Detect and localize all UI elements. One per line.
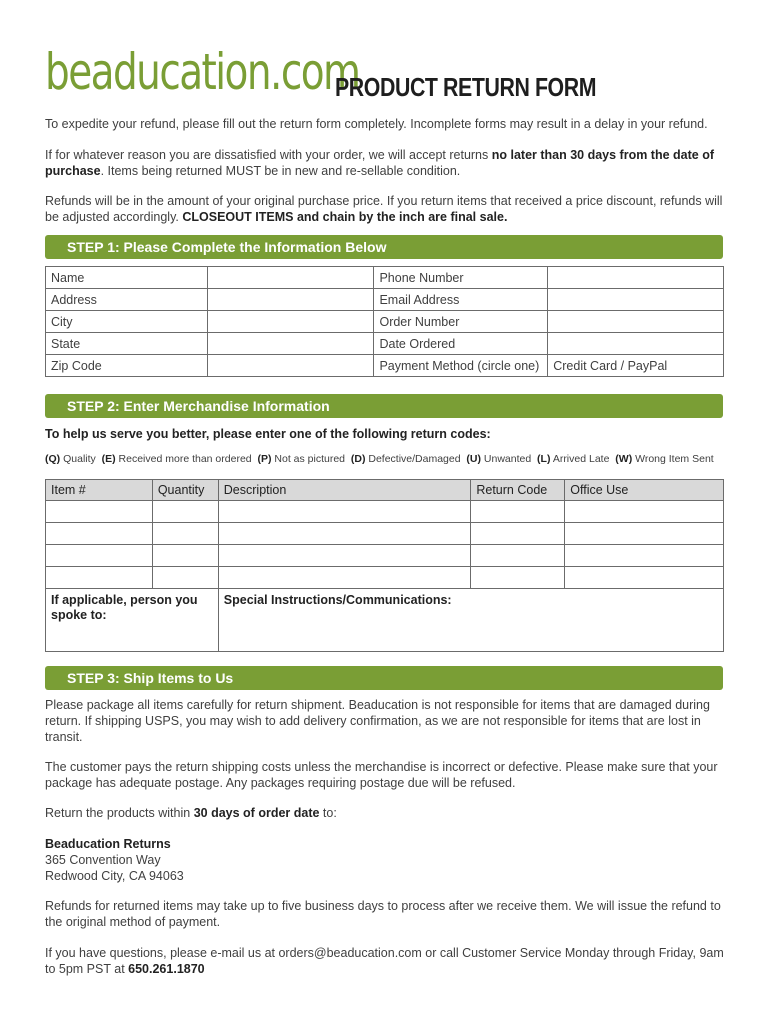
contact-info-text	[45, 945, 727, 977]
address-name: Beaducation Returns	[45, 837, 171, 851]
phone-number[interactable]: 650.261.1870	[128, 962, 205, 976]
info-row-address	[46, 289, 724, 311]
shipping-paragraph-1: Please package all items carefully for return shipment. Beaducation is not responsible for items that are damaged during return. If shipping USPS, you may wish to add delivery confirmation, as we are not responsible for items that are lost in transit.	[45, 698, 710, 744]
description-cell[interactable]	[218, 567, 471, 589]
special-instructions-field[interactable]: Special Instructions/Communications:	[218, 589, 723, 652]
item-number-cell[interactable]	[46, 567, 153, 589]
table-row	[46, 501, 724, 523]
table-row	[46, 545, 724, 567]
address-street: 365 Convention Way	[45, 853, 161, 867]
intro-paragraph-3	[45, 193, 727, 225]
table-row	[46, 567, 724, 589]
return-code-cell[interactable]	[471, 567, 565, 589]
info-row-name	[46, 267, 724, 289]
description-cell[interactable]	[218, 545, 471, 567]
state-field[interactable]	[207, 333, 374, 355]
item-number-cell[interactable]	[46, 523, 153, 545]
return-code-cell[interactable]	[471, 523, 565, 545]
col-office-use: Office Use	[565, 480, 724, 501]
return-window-bold: 30 days of order date	[193, 806, 320, 820]
payment-method-options[interactable]: Credit Card / PayPal	[548, 355, 724, 377]
city-label: City	[46, 311, 208, 333]
zip-field[interactable]	[207, 355, 374, 377]
info-row-zip	[46, 355, 724, 377]
merchandise-table	[45, 479, 724, 652]
address-label: Address	[46, 289, 208, 311]
name-field[interactable]	[207, 267, 374, 289]
return-window-text	[45, 805, 727, 821]
info-row-city	[46, 311, 724, 333]
code-p: (P)	[257, 453, 272, 465]
intro-p2-rest: . Items being returned MUST be in new and re-sellable condition.	[100, 164, 461, 178]
return-codes-legend	[45, 453, 714, 465]
name-label: Name	[46, 267, 208, 289]
email-label: Email Address	[374, 289, 548, 311]
code-w-label: Wrong Item Sent	[635, 453, 714, 465]
date-ordered-field[interactable]	[548, 333, 724, 355]
code-e-label: Received more than ordered	[118, 453, 252, 465]
contact-info-prefix: If you have questions, please e-mail us at orders@beaducation.com or call Customer Service Monday through Friday, 9am to 5pm PST at	[45, 946, 724, 976]
address-field[interactable]	[207, 289, 374, 311]
brand-logo[interactable]: beaducation.com	[45, 43, 360, 101]
office-use-cell	[565, 523, 724, 545]
header	[45, 40, 725, 104]
email-field[interactable]	[548, 289, 724, 311]
page-title: PRODUCT RETURN FORM	[335, 72, 597, 102]
shipping-paragraph-2: The customer pays the return shipping costs unless the merchandise is incorrect or defective. Please make sure that your package has adequate postage. Any packages requiring postage due will be refused.	[45, 760, 718, 790]
return-window-prefix: Return the products within	[45, 806, 194, 820]
contact-row	[46, 589, 724, 652]
col-description: Description	[218, 480, 471, 501]
intro-p2-bold: no later than 30 days from the date of purchase	[45, 148, 714, 178]
state-label: State	[46, 333, 208, 355]
code-d-label: Defective/Damaged	[368, 453, 461, 465]
intro-paragraph-2	[45, 147, 727, 179]
date-ordered-label: Date Ordered	[374, 333, 548, 355]
col-quantity: Quantity	[152, 480, 218, 501]
code-u: (U)	[466, 453, 481, 465]
code-l-label: Arrived Late	[552, 453, 610, 465]
code-q-label: Quality	[63, 453, 96, 465]
intro-p3-text: Refunds will be in the amount of your original purchase price. If you return items that received a price discount, refunds will be adjusted accordingly.	[45, 194, 723, 224]
phone-field[interactable]	[548, 267, 724, 289]
address-city: Redwood City, CA 94063	[45, 869, 184, 883]
table-row	[46, 523, 724, 545]
customer-info-table	[45, 266, 724, 377]
code-e: (E)	[101, 453, 116, 465]
col-item-number: Item #	[46, 480, 153, 501]
quantity-cell[interactable]	[152, 545, 218, 567]
zip-label: Zip Code	[46, 355, 208, 377]
refund-timing-text: Refunds for returned items may take up to five business days to process after we receive them. We will issue the refund to the original method of payment.	[45, 899, 721, 929]
step2-heading: STEP 2: Enter Merchandise Information	[45, 394, 723, 418]
order-number-field[interactable]	[548, 311, 724, 333]
quantity-cell[interactable]	[152, 523, 218, 545]
order-number-label: Order Number	[374, 311, 548, 333]
description-cell[interactable]	[218, 523, 471, 545]
intro-paragraph-1: To expedite your refund, please fill out the return form completely. Incomplete forms may result in a delay in your refund.	[45, 117, 708, 131]
office-use-cell	[565, 545, 724, 567]
return-code-cell[interactable]	[471, 545, 565, 567]
phone-label: Phone Number	[374, 267, 548, 289]
step3-heading: STEP 3: Ship Items to Us	[45, 666, 723, 690]
return-code-cell[interactable]	[471, 501, 565, 523]
info-row-state	[46, 333, 724, 355]
step1-heading: STEP 1: Please Complete the Information Below	[45, 235, 723, 259]
quantity-cell[interactable]	[152, 567, 218, 589]
item-number-cell[interactable]	[46, 545, 153, 567]
return-codes-intro: To help us serve you better, please enter one of the following return codes:	[45, 427, 491, 441]
quantity-cell[interactable]	[152, 501, 218, 523]
code-q: (Q)	[45, 453, 61, 465]
return-window-suffix: to:	[319, 806, 337, 820]
office-use-cell	[565, 501, 724, 523]
code-u-label: Unwanted	[483, 453, 532, 465]
item-number-cell[interactable]	[46, 501, 153, 523]
return-address	[45, 836, 184, 884]
code-w: (W)	[615, 453, 633, 465]
code-l: (L)	[537, 453, 551, 465]
col-return-code: Return Code	[471, 480, 565, 501]
intro-p3-bold: CLOSEOUT ITEMS and chain by the inch are final sale.	[182, 210, 508, 224]
code-d: (D)	[350, 453, 366, 465]
description-cell[interactable]	[218, 501, 471, 523]
intro-p2-text: If for whatever reason you are dissatisfied with your order, we will accept returns	[45, 148, 492, 162]
merchandise-header-row	[46, 480, 724, 501]
city-field[interactable]	[207, 311, 374, 333]
payment-method-label: Payment Method (circle one)	[374, 355, 548, 377]
office-use-cell	[565, 567, 724, 589]
code-p-label: Not as pictured	[274, 453, 346, 465]
contact-person-field[interactable]: If applicable, person you spoke to:	[46, 589, 219, 652]
